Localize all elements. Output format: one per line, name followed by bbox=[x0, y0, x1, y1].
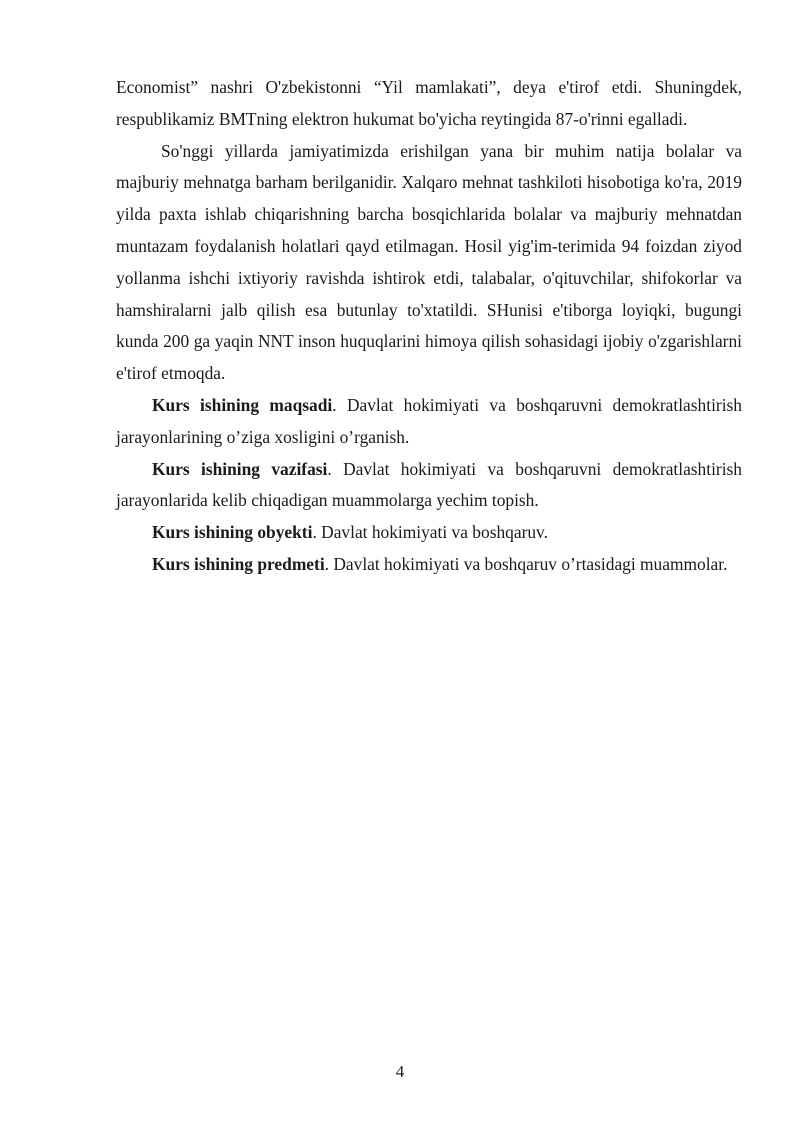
course-object-heading: Kurs ishining obyekti bbox=[152, 522, 313, 543]
page-number: 4 bbox=[395, 1062, 405, 1081]
paragraph-course-subject bbox=[116, 549, 742, 581]
paragraph-intro-continuation: Economist” nashri O'zbekistonni “Yil mamlakati”, deya e'tirof etdi. Shuningdek, respublikamiz BMTning elektron hukumat bo'yicha reytingida 87-o'rinni egalladi. bbox=[116, 77, 742, 129]
paragraph-child-labor: So'nggi yillarda jamiyatimizda erishilgan yana bir muhim natija bolalar va majburiy mehnatga barham berilganidir. Xalqaro mehnat tashkiloti hisobotiga ko'ra, 2019 yilda paxta ishlab chiqarishning barcha bosqichlarida bolalar va majburiy mehnatdan muntazam foydalanish holatlari qayd etilmagan. Hosil yig'im-terimida 94 foizdan ziyod yollanma ishchi ixtiyoriy ravishda ishtirok etdi, talabalar, o'qituvchilar, shifokorlar va hamshiralarni jalb qilish esa butunlay to'xtatildi. SHunisi e'tiborga loyiqki, bugungi kunda 200 ga yaqin NNT inson huquqlarini himoya qilish sohasidagi ijobiy o'zgarishlarni e'tirof etmoqda. bbox=[116, 140, 742, 384]
course-task-text: . Davlat hokimiyati va boshqaruvni demokratlashtirish jarayonlarida kelib chiqadigan muammolarga yechim topish. bbox=[116, 458, 743, 511]
paragraph-course-goal bbox=[116, 390, 742, 454]
course-goal-heading: Kurs ishining maqsadi bbox=[152, 394, 333, 415]
course-task-heading: Kurs ishining vazifasi bbox=[152, 458, 328, 479]
course-object-text: . Davlat hokimiyati va boshqaruv. bbox=[312, 522, 548, 543]
course-subject-text: . Davlat hokimiyati va boshqaruv o’rtasidagi muammolar. bbox=[324, 553, 728, 574]
course-goal-text: . Davlat hokimiyati va boshqaruvni demokratlashtirish jarayonlarining o’ziga xosligini o’rganish. bbox=[116, 394, 742, 447]
course-subject-heading: Kurs ishining predmeti bbox=[152, 553, 325, 574]
document-page bbox=[116, 72, 742, 581]
paragraph-course-task bbox=[116, 454, 742, 518]
paragraph-course-object bbox=[116, 517, 742, 549]
